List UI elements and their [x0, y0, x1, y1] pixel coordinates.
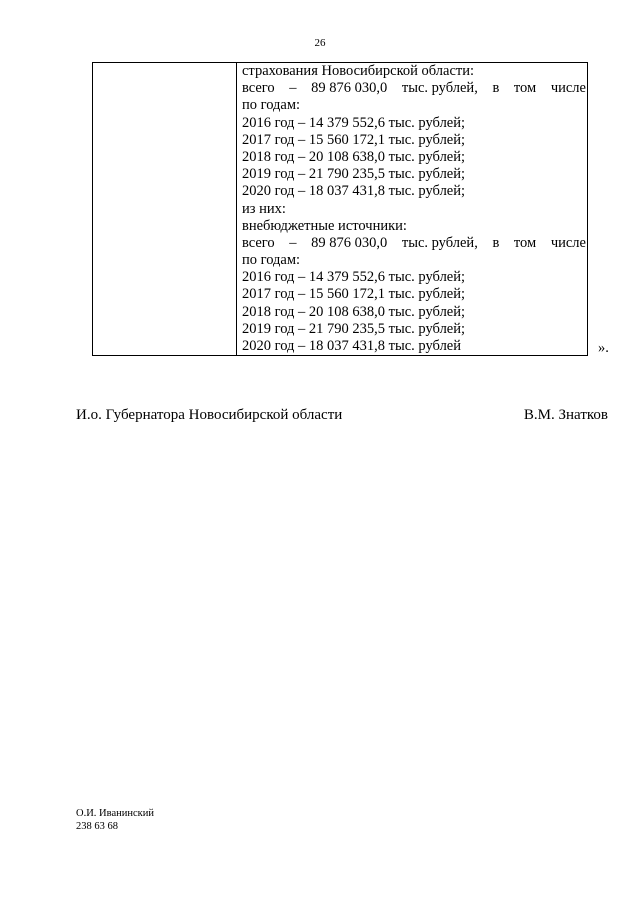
funding-lines	[242, 63, 587, 355]
funding-line: 2018 год – 20 108 638,0 тыс. рублей;	[242, 303, 466, 320]
funding-line-word: том	[513, 234, 537, 251]
funding-line: 2016 год – 14 379 552,6 тыс. рублей;	[242, 114, 466, 131]
funding-line: страхования Новосибирской области:	[242, 63, 475, 79]
closing-quote: ».	[598, 340, 609, 356]
page-number: 26	[314, 37, 326, 49]
funding-line-word: 89 876 030,0	[311, 234, 388, 251]
funding-line: 2017 год – 15 560 172,1 тыс. рублей;	[242, 131, 466, 148]
funding-line: 2019 год – 21 790 235,5 тыс. рублей;	[242, 166, 466, 183]
table-right-cell	[237, 63, 588, 356]
funding-line-word: всего	[242, 234, 275, 251]
funding-line-word: в	[492, 234, 500, 251]
performer-footer	[76, 808, 154, 833]
table-left-cell	[93, 63, 237, 356]
funding-line-word: в	[492, 80, 500, 97]
funding-line-word: тыс. рублей,	[401, 234, 478, 251]
funding-line-word: числе	[550, 80, 586, 97]
funding-line-word: 89 876 030,0	[311, 80, 388, 97]
signature-block	[76, 407, 608, 424]
performer-phone: 238 63 68	[76, 820, 118, 832]
funding-line: 2019 год – 21 790 235,5 тыс. рублей;	[242, 320, 466, 337]
performer-name: О.И. Иванинский	[76, 808, 154, 819]
funding-line-word: числе	[550, 234, 586, 251]
funding-line	[242, 235, 587, 252]
funding-line-word: –	[289, 234, 297, 251]
funding-line: по годам:	[242, 97, 301, 114]
funding-line: 2017 год – 15 560 172,1 тыс. рублей;	[242, 286, 466, 303]
funding-line-word: том	[513, 80, 537, 97]
signatory-position: И.о. Губернатора Новосибирской области	[76, 407, 343, 423]
funding-line: 2016 год – 14 379 552,6 тыс. рублей;	[242, 269, 466, 286]
funding-line: внебюджетные источники:	[242, 217, 407, 234]
funding-line: 2018 год – 20 108 638,0 тыс. рублей;	[242, 148, 466, 165]
signatory-name: В.М. Знатков	[523, 407, 608, 423]
funding-line	[242, 80, 587, 97]
funding-line: 2020 год – 18 037 431,8 тыс. рублей;	[242, 183, 466, 200]
funding-line: 2020 год – 18 037 431,8 тыс. рублей	[242, 338, 462, 354]
funding-line: из них:	[242, 200, 286, 217]
funding-line-word: тыс. рублей,	[401, 80, 478, 97]
funding-line-word: всего	[242, 80, 275, 97]
funding-table	[92, 62, 588, 356]
funding-line: по годам:	[242, 252, 301, 269]
funding-line-word: –	[289, 80, 297, 97]
table-row	[93, 63, 588, 356]
